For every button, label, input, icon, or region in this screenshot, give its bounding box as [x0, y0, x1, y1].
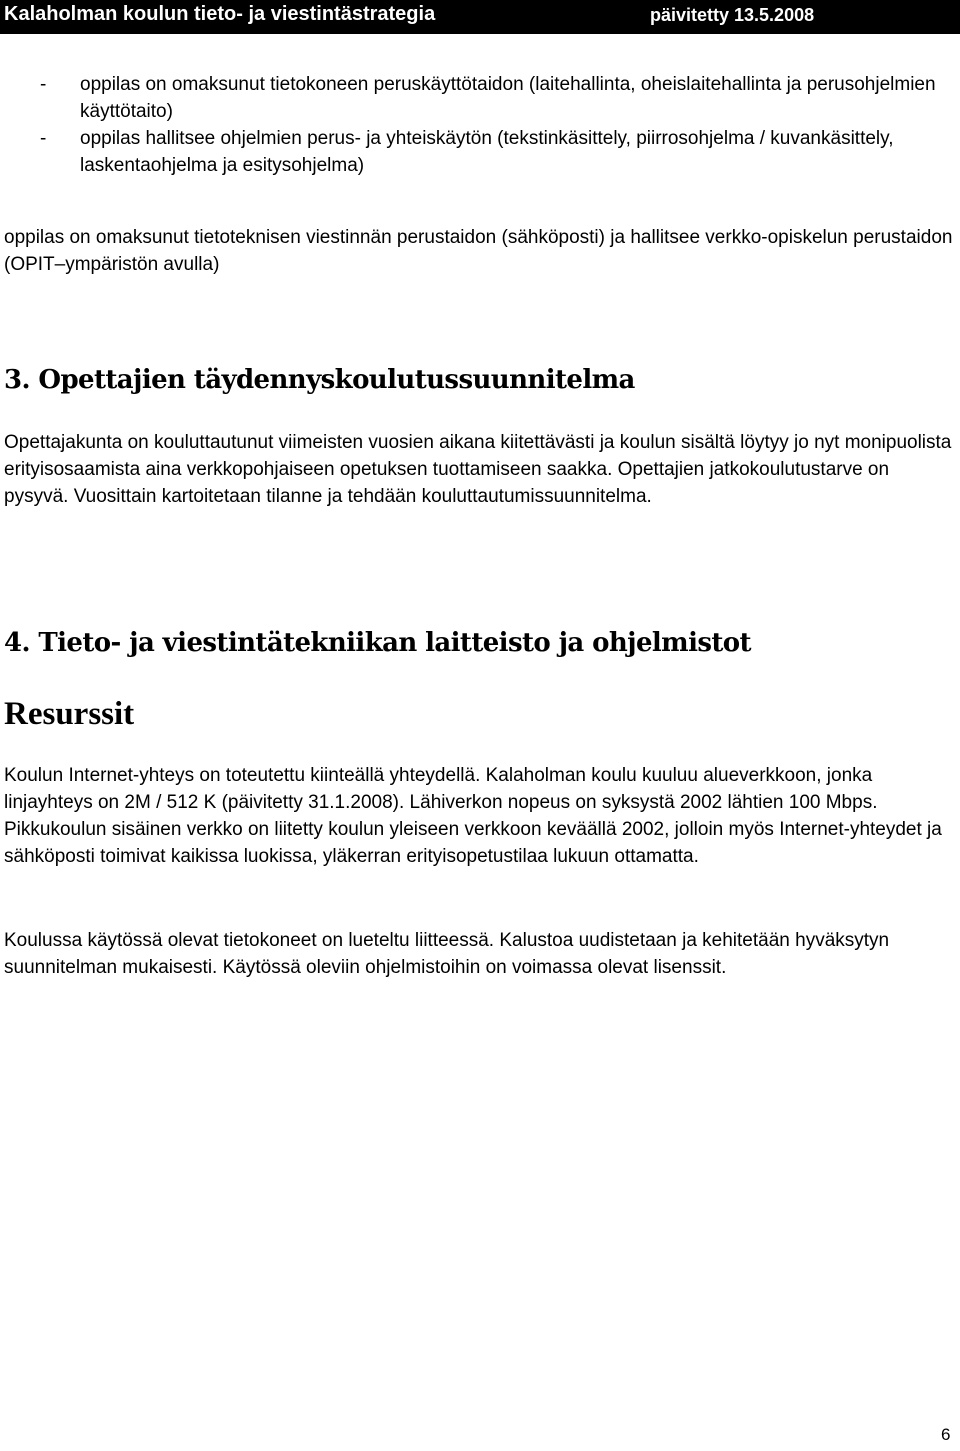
list-item-text: oppilas hallitsee ohjelmien perus- ja yhteiskäytön (tekstinkäsittely, piirrosohjelma / kuvankäsittely, laskentaohjelma ja esitysohjelma) — [80, 128, 894, 176]
list-dash: - — [40, 128, 47, 149]
list-item — [4, 71, 954, 125]
page-number: 6 — [941, 1425, 951, 1444]
skills-paragraph: oppilas on omaksunut tietoteknisen viestinnän perustaidon (sähköposti) ja hallitsee verkko-opiskelun perustaidon (OPIT–ympäristön avulla) — [4, 227, 953, 275]
resources-paragraph-1: Koulun Internet-yhteys on toteutettu kiinteällä yhteydellä. Kalaholman koulu kuuluu alueverkkoon, jonka linjayhteys on 2M / 512 K (päivitetty 31.1.2008). Lähiverkon nopeus on syksystä 2002 lähtien 100 Mbps. Pikkukoulun sisäinen verkko on liitetty koulun yleiseen verkkoon keväällä 2002, jolloin myös Internet-yhteydet ja sähköposti toimivat kaikissa luokissa, yläkerran erityisopetustilaa lukuun ottamatta. — [4, 765, 942, 867]
resources-paragraph-2: Koulussa käytössä olevat tietokoneet on lueteltu liitteessä. Kalustoa uudistetaan ja kehitetään hyväksytyn suunnitelman mukaisesti. Käytössä oleviin ohjelmistoihin on voimassa olevat lisenssit. — [4, 930, 890, 978]
section-3-text: Opettajakunta on kouluttautunut viimeisten vuosien aikana kiitettävästi ja koulun sisältä löytyy jo nyt monipuolista erityisosaamista aina verkkopohjaiseen opetuksen tuottamiseen saakka. Opettajien jatkokoulutustarve on pysyvä. Vuosittain kartoitetaan tilanne ja tehdään kouluttautumissuunnitelma. — [4, 432, 952, 507]
document-header — [0, 0, 960, 34]
section-4-heading: 4. Tieto- ja viestintätekniikan laitteisto ja ohjelmistot — [4, 628, 751, 658]
section-3-heading: 3. Opettajien täydennyskoulutussuunnitelma — [4, 365, 635, 395]
resources-heading: Resurssit — [4, 696, 135, 732]
list-item — [4, 125, 954, 179]
list-dash: - — [40, 74, 47, 95]
updated-date: päivitetty 13.5.2008 — [650, 5, 815, 25]
list-item-text: oppilas on omaksunut tietokoneen peruskäyttötaidon (laitehallinta, oheislaitehallinta ja perusohjelmien käyttötaito) — [80, 74, 936, 122]
document-title: Kalaholman koulun tieto- ja viestintästrategia — [4, 3, 436, 25]
skills-list — [4, 71, 954, 179]
